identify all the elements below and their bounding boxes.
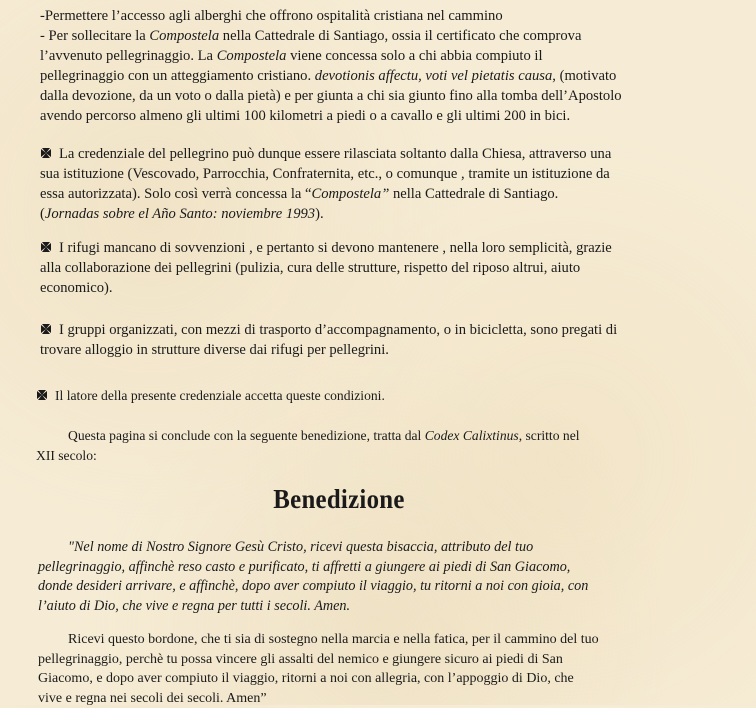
blessing-line: pellegrinaggio, affinchè reso casto e purificato, ti affretti a giungere ai piedi di San Giacomo, <box>38 558 738 578</box>
paragraph-line: sua istituzione (Vescovado, Parrocchia, Confraternita, etc., o comunque , tramite un istituzione da <box>40 164 740 184</box>
text-span: - Per sollecitare la <box>40 28 149 44</box>
text-span: Il latore della presente credenziale accetta queste condizioni. <box>55 388 385 403</box>
paragraph-line <box>36 386 736 406</box>
text-span: pellegrinaggio con un atteggiamento cristiano. <box>40 68 315 84</box>
intro-line <box>40 46 740 66</box>
text-span: , (motivato <box>552 68 616 84</box>
intro-line: avendo percorso almeno gli ultimi 100 kilometri a piedi o a cavallo e gli ultimi 200 in bici. <box>40 106 740 126</box>
citation-italic: Jornadas sobre el Año Santo: noviembre 1993 <box>45 206 315 222</box>
paragraph-line <box>40 320 740 340</box>
paragraph-line <box>40 238 740 258</box>
paragraph-gruppi <box>40 320 740 360</box>
codex-italic: Codex Calixtinus <box>425 428 519 443</box>
paragraph-credenziale <box>40 144 740 224</box>
text-span: ( <box>40 206 45 222</box>
paragraph-line: XII secolo: <box>36 446 736 466</box>
text-span: essa autorizzata). Solo così verrà concessa la “ <box>40 186 311 202</box>
text-span: ). <box>315 206 324 222</box>
cross-pattee-icon <box>40 241 52 253</box>
text-span: l’avvenuto pellegrinaggio. La <box>40 48 217 64</box>
latin-quote: devotionis affectu, voti vel pietatis causa <box>315 68 553 84</box>
text-span: Questa pagina si conclude con la seguente benedizione, tratta dal <box>68 428 425 443</box>
text-span: , scritto nel <box>519 428 580 443</box>
latore-line <box>36 386 736 406</box>
intro-line <box>40 26 740 46</box>
blessing-line: donde desideri arrivare, e affinchè, dopo aver compiuto il viaggio, tu ritorni a noi con gioia, con <box>38 577 738 597</box>
text-span: I rifugi mancano di sovvenzioni , e pertanto si devono mantenere , nella loro semplicità, grazie <box>59 240 612 256</box>
intro-section <box>40 6 740 126</box>
paragraph-line: economico). <box>40 278 740 298</box>
paragraph-line <box>40 184 740 204</box>
cross-pattee-icon <box>40 323 52 335</box>
cross-pattee-icon <box>40 147 52 159</box>
text-span: viene concessa solo a chi abbia compiuto il <box>286 48 542 64</box>
conclusion-section <box>36 426 736 466</box>
text-span: La credenziale del pellegrino può dunque essere rilasciata soltanto dalla Chiesa, attraverso una <box>59 146 611 162</box>
paragraph-line <box>40 144 740 164</box>
blessing-title: Benedizione <box>27 484 651 515</box>
bordone-line: Giacomo, e dopo aver compiuto il viaggio, ritorni a noi con allegria, con l’appoggio di Dio, che <box>38 669 738 689</box>
text-span: nella Cattedrale di Santiago. <box>389 186 558 202</box>
intro-line: dalla devozione, da un voto o dalla pietà) e per giunta a chi sia giunto fino alla tomba dell’Apostolo <box>40 86 740 106</box>
paragraph-rifugi <box>40 238 740 298</box>
blessing-line: "Nel nome di Nostro Signore Gesù Cristo, ricevi questa bisaccia, attributo del tuo <box>38 538 738 558</box>
bordone-line: Ricevi questo bordone, che ti sia di sostegno nella marcia e nella fatica, per il cammino del tuo <box>38 630 738 650</box>
cross-pattee-icon <box>36 389 48 401</box>
text-span: nella Cattedrale di Santiago, ossia il certificato che comprova <box>219 28 581 44</box>
paragraph-line: alla collaborazione dei pellegrini (pulizia, cura delle strutture, rispetto del riposo altrui, aiuto <box>40 258 740 278</box>
paragraph-line <box>40 204 740 224</box>
paragraph-line <box>36 426 736 446</box>
compostela-italic: Compostela <box>149 28 219 44</box>
bordone-line: pellegrinaggio, perchè tu possa vincere gli assalti del nemico e giungere sicuro ai piedi di San <box>38 650 738 670</box>
bordone-section <box>38 630 738 708</box>
intro-line: -Permettere l’accesso agli alberghi che offrono ospitalità cristiana nel cammino <box>40 6 740 26</box>
compostela-italic: Compostela <box>217 48 287 64</box>
paragraph-line: trovare alloggio in strutture diverse dai rifugi per pellegrini. <box>40 340 740 360</box>
text-span: I gruppi organizzati, con mezzi di trasporto d’accompagnamento, o in bicicletta, sono pregati di <box>59 322 617 338</box>
blessing-line: l’aiuto di Dio, che vive e regna per tutti i secoli. Amen. <box>38 597 738 617</box>
compostela-italic: Compostela” <box>311 186 389 202</box>
blessing-section <box>38 538 738 616</box>
intro-line <box>40 66 740 86</box>
bordone-line: vive e regna nei secoli dei secoli. Amen” <box>38 689 738 708</box>
